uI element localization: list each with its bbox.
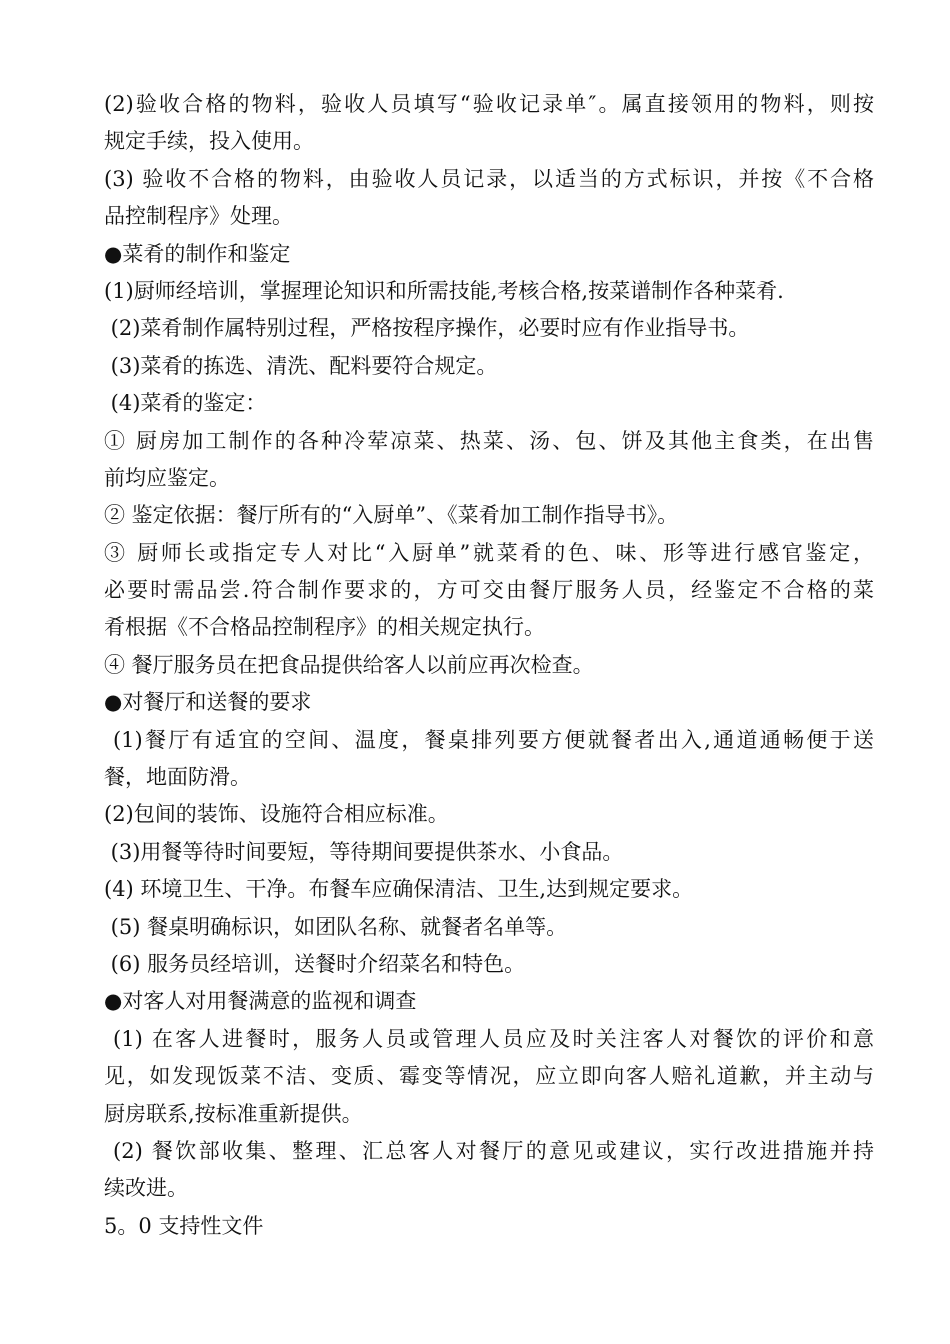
paragraph-line: (2)菜肴制作属特别过程，严格按程序操作，必要时应有作业指导书。 <box>104 316 750 341</box>
section-heading: ●对餐厅和送餐的要求 <box>104 690 312 715</box>
paragraph-line: (3)用餐等待时间要短，等待期间要提供茶水、小食品。 <box>104 839 624 864</box>
paragraph-line: (1)餐厅有适宜的空间、温度，餐桌排列要方便就餐者出入,通道通畅便于送 <box>104 727 874 752</box>
paragraph-line: 前均应鉴定。 <box>104 465 230 490</box>
paragraph-line: 续改进。 <box>104 1176 188 1201</box>
paragraph-line: 必要时需品尝.符合制作要求的，方可交由餐厅服务人员，经鉴定不合格的菜 <box>104 578 874 603</box>
document-body <box>104 86 874 1245</box>
section-heading: ●菜肴的制作和鉴定 <box>104 241 291 266</box>
section-heading: 5。0 支持性文件 <box>104 1213 264 1238</box>
paragraph-line: (3) 验收不合格的物料，由验收人员记录，以适当的方式标识，并按《不合格 <box>104 166 874 191</box>
paragraph-line: 肴根据《不合格品控制程序》的相关规定执行。 <box>104 615 545 640</box>
paragraph-line: (3)菜肴的拣选、清洗、配料要符合规定。 <box>104 353 498 378</box>
paragraph-line: (1)厨师经培训，掌握理论知识和所需技能,考核合格,按菜谱制作各种菜肴. <box>104 278 784 303</box>
paragraph-line: 品控制程序》处理。 <box>104 204 293 229</box>
paragraph-line: (2)验收合格的物料，验收人员填写“验收记录单″。属直接领用的物料，则按 <box>104 92 874 116</box>
paragraph-line: ③ 厨师长或指定专人对比“入厨单”就菜肴的色、味、形等进行感官鉴定， <box>104 540 874 565</box>
paragraph-line: ② 鉴定依据：餐厅所有的“入厨单”、《菜肴加工制作指导书》。 <box>104 503 679 528</box>
paragraph-line: 规定手续，投入使用。 <box>104 129 314 154</box>
section-heading: ●对客人对用餐满意的监视和调查 <box>104 989 417 1014</box>
paragraph-line: ④ 餐厅服务员在把食品提供给客人以前应再次检查。 <box>104 652 594 677</box>
paragraph-line: 厨房联系,按标准重新提供。 <box>104 1101 363 1126</box>
paragraph-line: (5) 餐桌明确标识，如团队名称、就餐者名单等。 <box>104 914 568 939</box>
paragraph-line: (4) 环境卫生、干净。布餐车应确保清洁、卫生,达到规定要求。 <box>104 877 694 902</box>
paragraph-line: 餐，地面防滑。 <box>104 765 251 790</box>
paragraph-line: (1) 在客人进餐时，服务人员或管理人员应及时关注客人对餐饮的评价和意 <box>104 1026 874 1051</box>
paragraph-line: (4)菜肴的鉴定： <box>104 391 267 416</box>
paragraph-line: (2)包间的装饰、设施符合相应标准。 <box>104 802 449 827</box>
paragraph-line: (6) 服务员经培训，送餐时介绍菜名和特色。 <box>104 951 526 976</box>
paragraph-line: (2) 餐饮部收集、整理、汇总客人对餐厅的意见或建议，实行改进措施并持 <box>104 1138 874 1163</box>
paragraph-line: ① 厨房加工制作的各种冷荤凉菜、热菜、汤、包、饼及其他主食类，在出售 <box>104 428 874 453</box>
paragraph-line: 见，如发现饭菜不洁、变质、霉变等情况，应立即向客人赔礼道歉，并主动与 <box>104 1064 874 1089</box>
